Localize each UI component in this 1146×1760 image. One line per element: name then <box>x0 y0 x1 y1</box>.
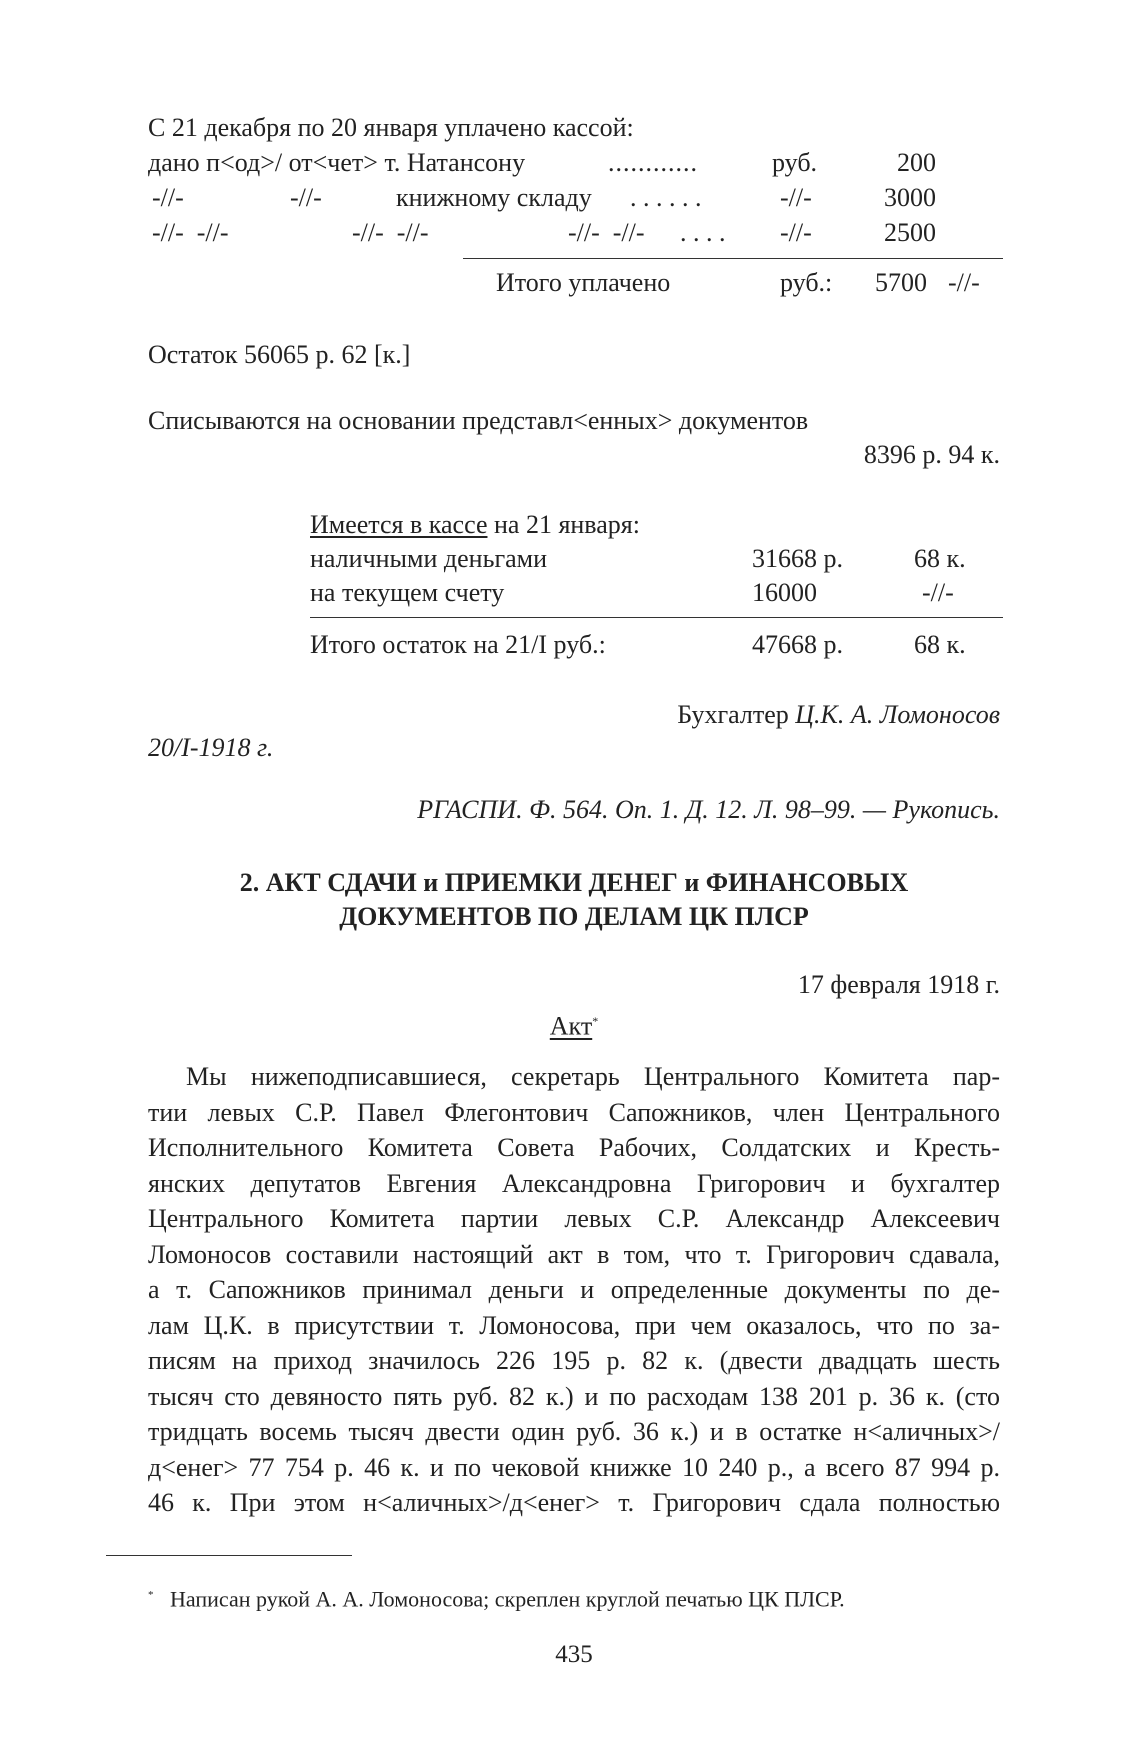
footnote: * Написан рукой А. А. Ломоносова; скреплен круглой печатью ЦК ПЛСР. <box>148 1586 845 1612</box>
written-off-text: Списываются на основании представл<енных> документов <box>148 406 809 435</box>
footnote-divider <box>106 1555 352 1556</box>
page-number: 435 <box>555 1641 593 1668</box>
section-date: 17 февраля 1918 г. <box>797 970 1000 999</box>
cash-heading: Имеется в кассе на 21 января: <box>310 510 640 539</box>
act-title: Акт* <box>549 1011 599 1041</box>
written-off-amount: 8396 р. 94 к. <box>863 440 1000 469</box>
archive-source: РГАСПИ. Ф. 564. Оп. 1. Д. 12. Л. 98–99. — Рукопись. <box>417 795 1000 824</box>
cash-divider <box>310 617 1003 618</box>
payments-heading: С 21 декабря по 20 января уплачено кассой: <box>148 113 634 142</box>
document-date: 20/I-1918 г. <box>148 733 274 762</box>
total-divider <box>463 258 1003 259</box>
section-title-line2: ДОКУМЕНТОВ ПО ДЕЛАМ ЦК ПЛСР <box>339 902 809 931</box>
section-title-line1: 2. АКТ СДАЧИ и ПРИЕМКИ ДЕНЕГ и ФИНАНСОВЫХ <box>239 868 909 897</box>
signature: Бухгалтер Ц.К. А. Ломоносов <box>677 700 1000 729</box>
remainder: Остаток 56065 р. 62 [к.] <box>148 340 411 369</box>
